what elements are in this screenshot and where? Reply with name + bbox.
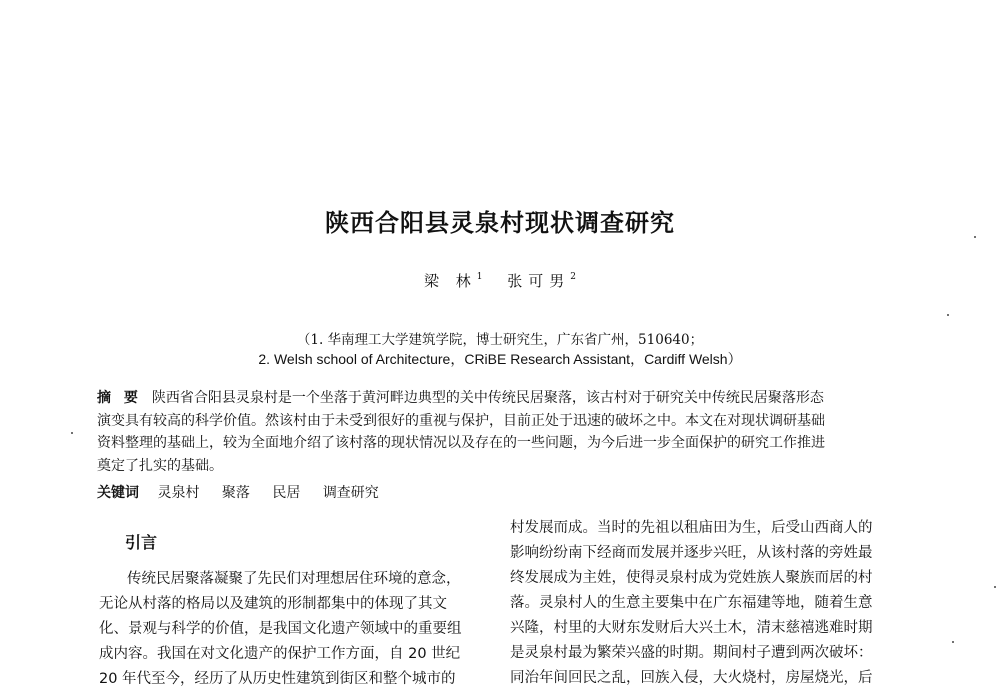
right-column-line: 兴隆，村里的大财东发财后大兴土木，清末慈禧逃难时期: [510, 620, 873, 636]
author-2: [507, 270, 576, 291]
abstract-line: 资料整理的基础上，较为全面地介绍了该村落的现状情况以及存在的一些问题，为今后进一步全面保护的研究工作推进: [97, 435, 825, 451]
author-1: [424, 270, 483, 291]
scan-speck: [71, 432, 73, 434]
right-column-line: 是灵泉村最为繁荣兴盛的时期。期间村子遭到两次破坏：: [510, 645, 873, 661]
abstract-line: [97, 387, 897, 410]
author-1-affiliation-mark: 1: [476, 272, 483, 282]
right-column-line: 终发展成为主姓，使得灵泉村成为党姓族人聚族而居的村: [510, 570, 873, 586]
left-column-line: 化、景观与科学的价值，是我国文化遗产领域中的重要组: [99, 621, 462, 637]
paper-title: 陕西合阳县灵泉村现状调查研究: [325, 209, 675, 237]
keywords-label: 关键词: [97, 485, 139, 501]
left-column-line: 无论从村落的格局以及建筑的形制都集中的体现了其文: [99, 596, 447, 612]
right-column-line: 村发展而成。当时的先祖以租庙田为生，后受山西商人的: [510, 520, 873, 536]
abstract-text: 陕西省合阳县灵泉村是一个坐落于黄河畔边典型的关中传统民居聚落，该古村对于研究关中传统民居聚落形态: [151, 390, 824, 406]
scan-speck: [994, 586, 996, 588]
left-column-line: 传统民居聚落凝聚了先民们对理想居住环境的意念，: [127, 571, 461, 587]
abstract: [97, 387, 897, 477]
scan-speck: [974, 236, 976, 238]
abstract-line: 演变具有较高的科学价值。然该村由于未受到很好的重视与保护，目前正处于迅速的破坏之中。本文在对现状调研基础: [97, 412, 825, 429]
abstract-label: 摘 要: [97, 390, 142, 406]
right-column-line: 同治年间回民之乱，回族入侵，大火烧村，房屋烧光，后: [510, 670, 873, 686]
left-column-line: 20 年代至今，经历了从历史性建筑到街区和整个城市的: [99, 671, 456, 687]
author-2-affiliation-mark: 2: [570, 272, 577, 282]
affiliation-1: （1. 华南理工大学建筑学院，博士研究生，广东省广州，510640；: [296, 332, 704, 348]
abstract-line: 奠定了扎实的基础。: [97, 457, 223, 474]
keyword: 聚落: [221, 485, 250, 501]
keyword: 灵泉村: [157, 485, 200, 501]
left-column-line: 成内容。我国在对文化遗产的保护工作方面，自 20 世纪: [99, 646, 461, 662]
author-1-name: 梁 林: [423, 272, 477, 290]
scan-speck: [947, 314, 949, 316]
keyword: 民居: [272, 485, 301, 501]
keyword: 调查研究: [322, 485, 379, 501]
right-column-line: 落。灵泉村人的生意主要集中在广东福建等地，随着生意: [510, 595, 873, 611]
scan-speck: [952, 641, 954, 643]
right-column-line: 影响纷纷南下经商而发展并逐步兴旺，从该村落的旁姓最: [510, 545, 873, 561]
author-list: [0, 270, 1000, 291]
section-heading: 引言: [125, 533, 158, 552]
affiliation-2: 2. Welsh school of Architecture，CRiBE Research Assistant，Cardiff Welsh）: [258, 351, 742, 367]
keywords: [97, 482, 397, 502]
author-2-name: 张可男: [507, 272, 571, 290]
